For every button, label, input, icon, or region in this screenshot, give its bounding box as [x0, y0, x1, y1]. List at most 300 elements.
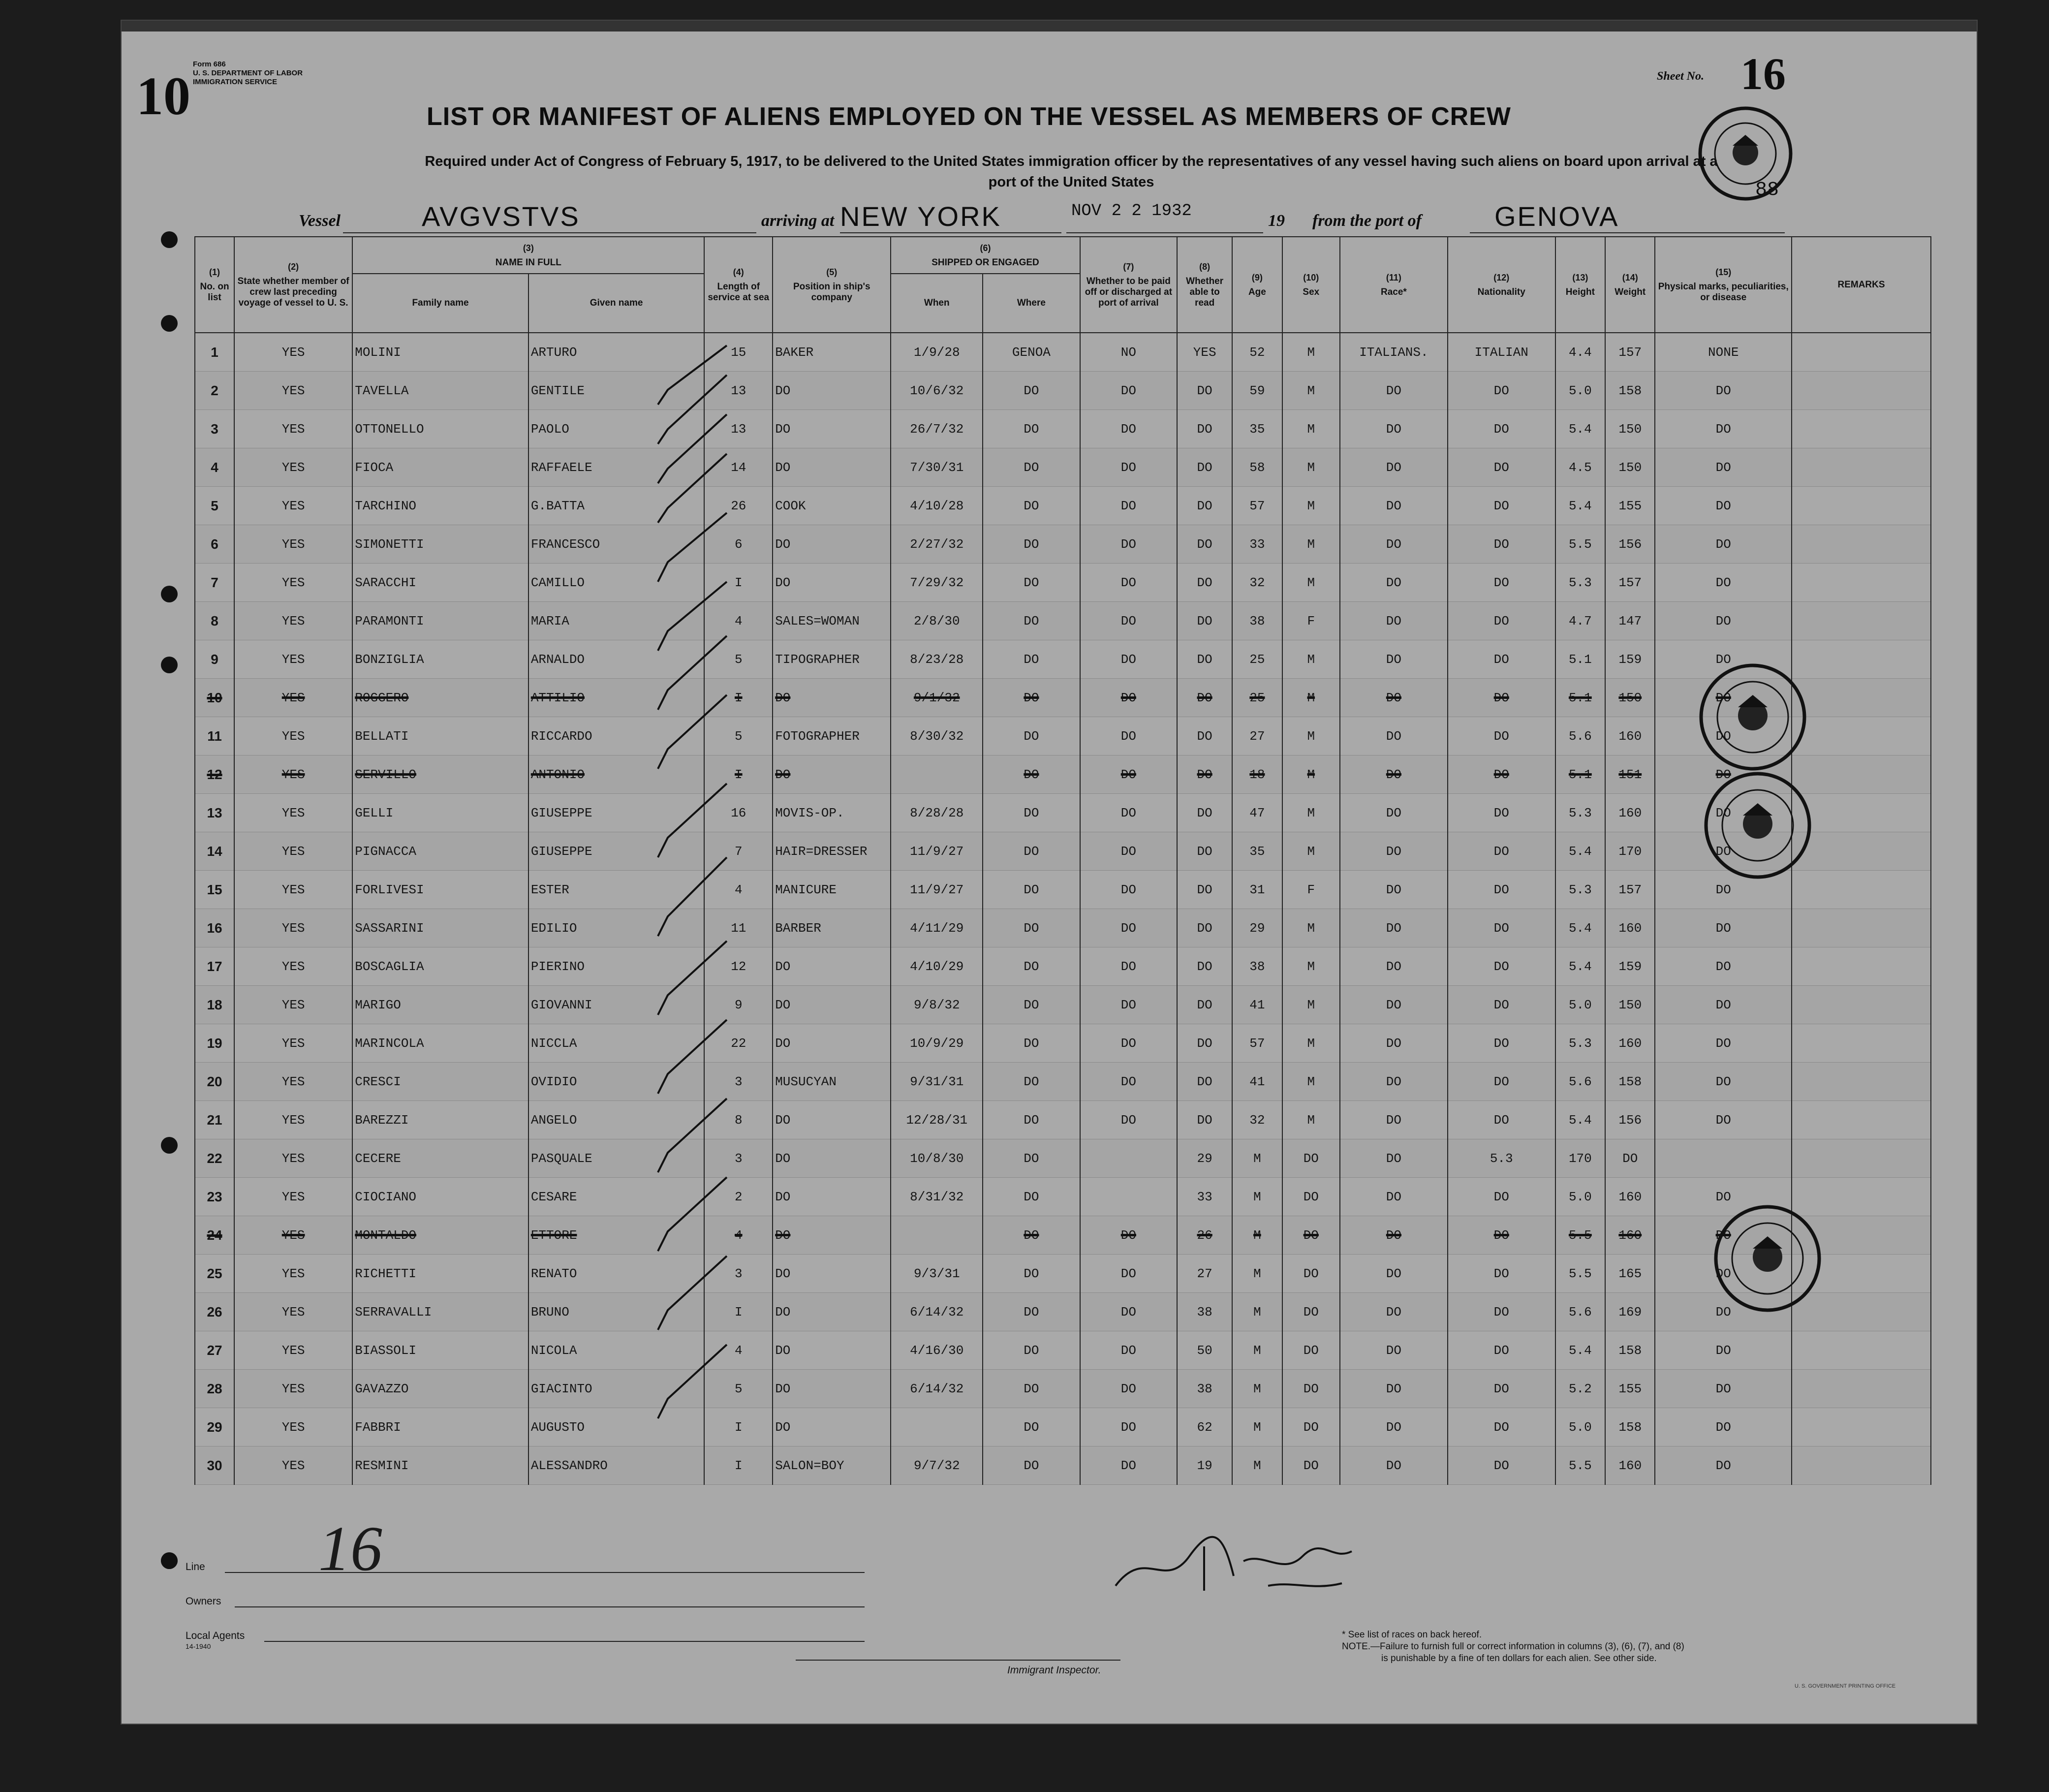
last-voyage-status-cell: YES: [234, 372, 352, 410]
ship-position-cell: DO: [773, 1293, 891, 1331]
weight-cell: 157: [1605, 871, 1655, 909]
family-name-cell: CIOCIANO: [352, 1178, 528, 1216]
last-voyage-status-cell: YES: [234, 333, 352, 372]
physical-marks-cell: DO: [1655, 525, 1792, 564]
race-cell: DO: [1340, 448, 1448, 487]
sex-cell: F: [1282, 871, 1340, 909]
race-cell: DO: [1340, 602, 1448, 640]
nationality-cell: DO: [1448, 1101, 1555, 1139]
row-number-cell: 26: [195, 1293, 234, 1331]
family-name-cell: BAREZZI: [352, 1101, 528, 1139]
manifest-sheet: [121, 20, 1978, 1725]
nationality-cell: DO: [1448, 1331, 1555, 1370]
paid-off-status-cell: DO: [1080, 1216, 1177, 1255]
sex-cell: DO: [1282, 1139, 1340, 1178]
row-number-cell: 29: [195, 1408, 234, 1446]
row-number-cell: 24: [195, 1216, 234, 1255]
given-name-cell: G.BATTA: [528, 487, 705, 525]
paid-off-status-cell: DO: [1080, 717, 1177, 755]
height-cell: 5.4: [1555, 1101, 1605, 1139]
sex-cell: M: [1282, 564, 1340, 602]
engaged-date-cell: 11/9/27: [891, 832, 983, 871]
sex-cell: DO: [1282, 1370, 1340, 1408]
last-voyage-status-cell: YES: [234, 1101, 352, 1139]
paid-off-status-cell: [1080, 1178, 1177, 1216]
nationality-cell: DO: [1448, 717, 1555, 755]
last-voyage-status-cell: YES: [234, 717, 352, 755]
engaged-place-cell: DO: [983, 909, 1080, 947]
col-read-header: Whether able to read: [1186, 276, 1224, 308]
engaged-date-cell: 4/10/28: [891, 487, 983, 525]
given-name-cell: PASQUALE: [528, 1139, 705, 1178]
able-to-read-cell: YES: [1177, 333, 1232, 372]
engaged-date-cell: 9/3/31: [891, 1255, 983, 1293]
weight-cell: 150: [1605, 986, 1655, 1024]
last-voyage-status-cell: YES: [234, 1446, 352, 1485]
ship-position-cell: DO: [773, 1101, 891, 1139]
engaged-date-cell: 9/1/32: [891, 679, 983, 717]
race-cell: ITALIANS.: [1340, 333, 1448, 372]
table-row: [195, 602, 1931, 640]
weight-cell: 150: [1605, 410, 1655, 448]
height-cell: 5.4: [1555, 909, 1605, 947]
paid-off-status-cell: DO: [1080, 1101, 1177, 1139]
weight-cell: 155: [1605, 1370, 1655, 1408]
given-name-cell: PAOLO: [528, 410, 705, 448]
age-cell: 25: [1232, 640, 1282, 679]
table-row: [195, 1024, 1931, 1063]
ship-position-cell: MUSUCYAN: [773, 1063, 891, 1101]
remarks-cell: [1792, 986, 1931, 1024]
service-length-cell: 14: [704, 448, 773, 487]
age-cell: M: [1232, 1331, 1282, 1370]
ship-position-cell: BAKER: [773, 333, 891, 372]
ship-position-cell: DO: [773, 1408, 891, 1446]
row-number-cell: 3: [195, 410, 234, 448]
row-number-cell: 12: [195, 755, 234, 794]
remarks-cell: [1792, 602, 1931, 640]
table-row: [195, 986, 1931, 1024]
col-when-header: When: [891, 274, 983, 333]
weight-cell: 158: [1605, 1331, 1655, 1370]
given-name-cell: CAMILLO: [528, 564, 705, 602]
given-name-cell: RENATO: [528, 1255, 705, 1293]
sex-cell: F: [1282, 602, 1340, 640]
nationality-cell: DO: [1448, 410, 1555, 448]
age-cell: 27: [1232, 717, 1282, 755]
row-number-cell: 8: [195, 602, 234, 640]
race-cell: DO: [1340, 1293, 1448, 1331]
weight-cell: 150: [1605, 679, 1655, 717]
sex-cell: M: [1282, 794, 1340, 832]
col-no-header: No. on list: [200, 281, 229, 303]
family-name-cell: SASSARINI: [352, 909, 528, 947]
engaged-date-cell: 9/8/32: [891, 986, 983, 1024]
age-cell: M: [1232, 1178, 1282, 1216]
ship-position-cell: DO: [773, 1139, 891, 1178]
row-number-cell: 17: [195, 947, 234, 986]
family-name-cell: SERVILLO: [352, 755, 528, 794]
engaged-place-cell: DO: [983, 1139, 1080, 1178]
given-name-cell: CESARE: [528, 1178, 705, 1216]
engaged-place-cell: DO: [983, 717, 1080, 755]
given-name-cell: ATTILIO: [528, 679, 705, 717]
physical-marks-cell: DO: [1655, 564, 1792, 602]
service-length-cell: I: [704, 755, 773, 794]
physical-marks-cell: DO: [1655, 1216, 1792, 1255]
engaged-date-cell: 10/9/29: [891, 1024, 983, 1063]
race-cell: DO: [1340, 1446, 1448, 1485]
ship-position-cell: DO: [773, 410, 891, 448]
punch-hole: [161, 1137, 178, 1154]
ship-position-cell: COOK: [773, 487, 891, 525]
top-edge: [122, 21, 1977, 31]
age-cell: M: [1232, 1255, 1282, 1293]
ship-position-cell: HAIR=DRESSER: [773, 832, 891, 871]
row-number-cell: 19: [195, 1024, 234, 1063]
physical-marks-cell: DO: [1655, 871, 1792, 909]
line-label: Line: [186, 1561, 205, 1572]
table-row: [195, 1139, 1931, 1178]
age-cell: M: [1232, 1216, 1282, 1255]
height-cell: 5.1: [1555, 679, 1605, 717]
race-cell: DO: [1340, 640, 1448, 679]
race-cell: DO: [1340, 525, 1448, 564]
ship-position-cell: BARBER: [773, 909, 891, 947]
col-sex-header: Sex: [1303, 286, 1320, 297]
age-cell: M: [1232, 1293, 1282, 1331]
given-name-cell: GIUSEPPE: [528, 794, 705, 832]
given-name-cell: FRANCESCO: [528, 525, 705, 564]
table-row: [195, 525, 1931, 564]
able-to-read-cell: DO: [1177, 679, 1232, 717]
sex-cell: DO: [1282, 1408, 1340, 1446]
age-cell: M: [1232, 1139, 1282, 1178]
handwritten-line-number: 16: [318, 1513, 382, 1584]
sex-cell: DO: [1282, 1216, 1340, 1255]
engaged-place-cell: DO: [983, 679, 1080, 717]
engaged-place-cell: DO: [983, 487, 1080, 525]
engaged-date-cell: 7/29/32: [891, 564, 983, 602]
engaged-place-cell: DO: [983, 986, 1080, 1024]
engaged-place-cell: DO: [983, 640, 1080, 679]
remarks-cell: [1792, 1331, 1931, 1370]
nationality-cell: 5.3: [1448, 1139, 1555, 1178]
able-to-read-cell: DO: [1177, 717, 1232, 755]
height-cell: 5.3: [1555, 794, 1605, 832]
given-name-cell: GIACINTO: [528, 1370, 705, 1408]
family-name-cell: TARCHINO: [352, 487, 528, 525]
remarks-cell: [1792, 372, 1931, 410]
service-length-cell: 15: [704, 333, 773, 372]
race-cell: DO: [1340, 1331, 1448, 1370]
penalty-note-1: NOTE.—Failure to furnish full or correct information in columns (3), (6), (7), and (8): [1342, 1641, 1684, 1652]
service-length-cell: 4: [704, 871, 773, 909]
col-nationality-header: Nationality: [1477, 286, 1525, 297]
engaged-date-cell: 11/9/27: [891, 871, 983, 909]
departure-port: GENOVA: [1494, 201, 1619, 232]
physical-marks-cell: DO: [1655, 909, 1792, 947]
last-voyage-status-cell: YES: [234, 564, 352, 602]
race-cell: DO: [1340, 871, 1448, 909]
nationality-cell: DO: [1448, 871, 1555, 909]
engaged-date-cell: 7/30/31: [891, 448, 983, 487]
paid-off-status-cell: DO: [1080, 871, 1177, 909]
height-cell: 5.4: [1555, 832, 1605, 871]
height-cell: 5.5: [1555, 1446, 1605, 1485]
table-row: [195, 372, 1931, 410]
height-cell: 5.3: [1555, 564, 1605, 602]
age-cell: M: [1232, 1370, 1282, 1408]
paid-off-status-cell: NO: [1080, 333, 1177, 372]
paid-off-status-cell: DO: [1080, 679, 1177, 717]
table-row: [195, 755, 1931, 794]
nationality-cell: DO: [1448, 1446, 1555, 1485]
able-to-read-cell: DO: [1177, 564, 1232, 602]
engaged-date-cell: 2/27/32: [891, 525, 983, 564]
age-cell: 52: [1232, 333, 1282, 372]
last-voyage-status-cell: YES: [234, 1139, 352, 1178]
race-cell: DO: [1340, 1370, 1448, 1408]
consulate-stamp: [1711, 1202, 1824, 1315]
ship-position-cell: DO: [773, 947, 891, 986]
paid-off-status-cell: DO: [1080, 525, 1177, 564]
consulate-stamp: [1696, 660, 1809, 774]
row-number-cell: 1: [195, 333, 234, 372]
row-number-cell: 10: [195, 679, 234, 717]
col-state-header: State whether member of crew last preceding voyage of vessel to U. S.: [237, 276, 349, 308]
sex-cell: M: [1282, 717, 1340, 755]
service-length-cell: I: [704, 564, 773, 602]
engaged-place-cell: DO: [983, 564, 1080, 602]
race-cell: DO: [1340, 832, 1448, 871]
able-to-read-cell: DO: [1177, 1024, 1232, 1063]
row-number-cell: 18: [195, 986, 234, 1024]
physical-marks-cell: DO: [1655, 986, 1792, 1024]
table-row: [195, 679, 1931, 717]
able-to-read-cell: DO: [1177, 947, 1232, 986]
family-name-cell: GAVAZZO: [352, 1370, 528, 1408]
nationality-cell: DO: [1448, 602, 1555, 640]
nationality-cell: DO: [1448, 986, 1555, 1024]
engaged-place-cell: DO: [983, 871, 1080, 909]
nationality-cell: DO: [1448, 1293, 1555, 1331]
ship-position-cell: TIPOGRAPHER: [773, 640, 891, 679]
row-number-cell: 6: [195, 525, 234, 564]
physical-marks-cell: DO: [1655, 1101, 1792, 1139]
family-name-cell: BELLATI: [352, 717, 528, 755]
able-to-read-cell: 29: [1177, 1139, 1232, 1178]
weight-cell: 160: [1605, 717, 1655, 755]
family-name-cell: FORLIVESI: [352, 871, 528, 909]
physical-marks-cell: DO: [1655, 1024, 1792, 1063]
given-name-cell: PIERINO: [528, 947, 705, 986]
col-race-header: Race*: [1381, 286, 1407, 297]
table-row: [195, 1446, 1931, 1485]
given-name-cell: AUGUSTO: [528, 1408, 705, 1446]
nationality-cell: DO: [1448, 1216, 1555, 1255]
nationality-cell: DO: [1448, 1370, 1555, 1408]
engaged-date-cell: 26/7/32: [891, 410, 983, 448]
stamp-number: 10: [136, 66, 190, 126]
height-cell: 4.4: [1555, 333, 1605, 372]
race-cell: DO: [1340, 755, 1448, 794]
able-to-read-cell: DO: [1177, 602, 1232, 640]
height-cell: 5.4: [1555, 1331, 1605, 1370]
engaged-place-cell: DO: [983, 1370, 1080, 1408]
weight-cell: 165: [1605, 1255, 1655, 1293]
service-length-cell: 11: [704, 909, 773, 947]
age-cell: 38: [1232, 602, 1282, 640]
service-length-cell: 4: [704, 1331, 773, 1370]
service-length-cell: 9: [704, 986, 773, 1024]
row-number-cell: 5: [195, 487, 234, 525]
engaged-date-cell: [891, 1216, 983, 1255]
age-cell: 35: [1232, 410, 1282, 448]
engaged-date-cell: [891, 1408, 983, 1446]
service-length-cell: 3: [704, 1139, 773, 1178]
physical-marks-cell: DO: [1655, 1331, 1792, 1370]
height-cell: 5.6: [1555, 1063, 1605, 1101]
height-cell: 5.0: [1555, 1178, 1605, 1216]
col-marks-header: Physical marks, peculiarities, or disease: [1658, 281, 1789, 303]
race-cell: DO: [1340, 410, 1448, 448]
table-row: [195, 947, 1931, 986]
engaged-date-cell: 1/9/28: [891, 333, 983, 372]
engaged-date-cell: 8/31/32: [891, 1178, 983, 1216]
remarks-cell: [1792, 1063, 1931, 1101]
ship-position-cell: SALES=WOMAN: [773, 602, 891, 640]
paid-off-status-cell: DO: [1080, 487, 1177, 525]
ship-position-cell: DO: [773, 986, 891, 1024]
race-cell: DO: [1340, 372, 1448, 410]
race-cell: DO: [1340, 1024, 1448, 1063]
physical-marks-cell: DO: [1655, 1255, 1792, 1293]
engaged-place-cell: DO: [983, 1024, 1080, 1063]
engaged-place-cell: DO: [983, 602, 1080, 640]
race-cell: DO: [1340, 1408, 1448, 1446]
service-length-cell: I: [704, 1293, 773, 1331]
weight-cell: 157: [1605, 333, 1655, 372]
weight-cell: 150: [1605, 448, 1655, 487]
last-voyage-status-cell: YES: [234, 986, 352, 1024]
nationality-cell: DO: [1448, 755, 1555, 794]
sex-cell: M: [1282, 832, 1340, 871]
height-cell: 4.5: [1555, 448, 1605, 487]
family-name-cell: SARACCHI: [352, 564, 528, 602]
able-to-read-cell: DO: [1177, 410, 1232, 448]
able-to-read-cell: 26: [1177, 1216, 1232, 1255]
remarks-cell: [1792, 410, 1931, 448]
family-name-cell: SIMONETTI: [352, 525, 528, 564]
height-cell: 5.4: [1555, 410, 1605, 448]
age-cell: 35: [1232, 832, 1282, 871]
age-cell: 38: [1232, 947, 1282, 986]
weight-cell: 156: [1605, 525, 1655, 564]
height-cell: 5.3: [1555, 1024, 1605, 1063]
service-length-cell: I: [704, 679, 773, 717]
paid-off-status-cell: DO: [1080, 986, 1177, 1024]
engaged-date-cell: 4/11/29: [891, 909, 983, 947]
race-cell: DO: [1340, 564, 1448, 602]
paid-off-status-cell: DO: [1080, 1255, 1177, 1293]
owners-label: Owners: [186, 1596, 221, 1607]
table-row: [195, 1101, 1931, 1139]
height-cell: 5.6: [1555, 1293, 1605, 1331]
nationality-cell: DO: [1448, 487, 1555, 525]
paid-off-status-cell: DO: [1080, 1024, 1177, 1063]
given-name-cell: ANGELO: [528, 1101, 705, 1139]
agents-form-number: 14-1940: [186, 1642, 211, 1650]
table-row: [195, 909, 1931, 947]
col-height-header: Height: [1565, 286, 1595, 297]
sheet-no: 16: [1740, 49, 1786, 99]
sex-cell: M: [1282, 640, 1340, 679]
able-to-read-cell: DO: [1177, 794, 1232, 832]
able-to-read-cell: 62: [1177, 1408, 1232, 1446]
height-cell: 5.6: [1555, 717, 1605, 755]
weight-cell: 159: [1605, 947, 1655, 986]
row-number-cell: 21: [195, 1101, 234, 1139]
given-name-cell: ARTURO: [528, 333, 705, 372]
weight-cell: 160: [1605, 909, 1655, 947]
crew-table: (1) No. on list (2) State whether member of crew last preceding voyage of vessel to U. S. (3) NAME IN FULL (4) Length of service at sea (5) Position in ship's company (6) SHIPPED OR ENGAGED (7) Whether to be paid off or discharged at port of arrival (8) Whether able to read (9) Age (10) Sex (11) Race* (12) Nationality (13) Height (14) Weight (15) Physical marks, peculiarities, or disease REMARKS Family name Given name When Where 1 YES MOLINI ARTURO 15 BAKER 1/9/28 GENOA NO YES 52 M ITALIANS. ITALIAN 4.4 157 NONE 2 YES TAVELLA GENTILE 13 DO 10/6/32 DO DO DO 59 M DO DO 5.0 158 DO 3 YES OTTONELLO PAOLO 13 DO 26/7/32 DO DO DO 35 M DO DO 5.4 150 DO 4 YES FIOCA RAFFAELE 14 DO 7/30/31 DO DO DO 58 M DO DO 4.5 150 DO 5 YES TARCHINO G.BATTA 26 COOK 4/10/28 DO DO DO 57 M DO DO 5.4 155 DO 6 YES SIMONETTI FRANCESCO 6 DO 2/27/32 DO DO DO 33 M DO DO 5.5 156 DO 7 YES SARACCHI CAMILLO I DO 7/29/32 DO DO DO 32 M DO DO 5.3 157 DO 8 YES PARAMONTI MARIA 4 SALES=WOMAN 2/8/30 DO DO DO 38 F DO DO 4.7 147 DO 9 YES BONZIGLIA ARNALDO 5 TIPOGRAPHER 8/23/28 DO DO DO 25 M DO DO 5.1 159 DO 10 YES ROGGERO ATTILIO I DO 9/1/32 DO DO DO 25 M DO DO 5.1 150 DO 11 YES BELLATI RICCARDO 5 FOTOGRAPHER 8/30/32 DO DO DO 27 M DO DO 5.6 160 DO 12 YES SERVILLO ANTONIO I DO DO DO DO 18 M DO DO 5.1 151 DO 13 YES GELLI GIUSEPPE 16 MOVIS-OP. 8/28/28 DO DO DO 47 M DO DO 5.3 160 DO 14 YES PIGNACCA GIUSEPPE 7 HAIR=DRESSER 11/9/27 DO DO DO 35 M DO DO 5.4 170 DO 15 YES FORLIVESI ESTER 4 MANICURE 11/9/27 DO DO DO 31 F DO DO 5.3 157 DO 16 YES SASSARINI EDILIO 11 BARBER 4/11/29 DO DO DO 29 M DO DO 5.4 160 DO 17 YES BOSCAGLIA PIERINO 12 DO 4/10/29 DO DO DO 38 M DO DO 5.4 159 DO 18 YES MARIGO GIOVANNI 9 DO 9/8/32 DO DO DO 41 M DO DO 5.0 150 DO 19 YES MARINCOLA NICCLA 22 DO 10/9/29 DO DO DO 57 M DO DO 5.3 160 DO 20 YES CRESCI OVIDIO 3 MUSUCYAN 9/31/31 DO DO DO 41 M DO DO 5.6 158 DO 21 YES BAREZZI ANGELO 8 DO 12/28/31 DO DO DO 32 M DO DO 5.4 156 DO 22 YES CECERE PASQUALE 3 DO 10/8/30 DO 29 M DO DO 5.3 170 DO 23 YES CIOCIANO CESARE 2 DO 8/31/32 DO 33 M DO DO DO 5.0 160 DO 24 YES MONTALDO ETTORE 4 DO DO DO 26 M DO DO DO 5.5 160 DO 25 YES RICHETTI RENATO 3 DO 9/3/31 DO DO 27 M DO DO DO 5.5 165 DO 26 YES SERRAVALLI BRUNO I DO 6/14/32 DO DO 38 M DO DO DO 5.6 169 DO 27 YES BIASSOLI NICOLA 4 DO 4/16/30 DO DO 50 M DO DO DO 5.4 158 DO 28 YES GAVAZZO GIACINTO 5 DO 6/14/32 DO DO 38 M DO DO DO 5.2 155 DO 29 YES FABBRI AUGUSTO I DO DO DO 62 M DO DO DO 5.0 158 DO 30 YES RESMINI ALESSANDRO I SALON=BOY 9/7/32 DO DO 19 M DO DO DO 5.5 160 DO: [194, 236, 1931, 1485]
last-voyage-status-cell: YES: [234, 794, 352, 832]
able-to-read-cell: DO: [1177, 640, 1232, 679]
nationality-cell: DO: [1448, 640, 1555, 679]
height-cell: 5.5: [1555, 1255, 1605, 1293]
races-note: * See list of races on back hereof.: [1342, 1630, 1482, 1640]
ship-position-cell: DO: [773, 1178, 891, 1216]
engaged-date-cell: 10/6/32: [891, 372, 983, 410]
weight-cell: 158: [1605, 1408, 1655, 1446]
family-name-cell: GELLI: [352, 794, 528, 832]
engaged-date-cell: 6/14/32: [891, 1293, 983, 1331]
form-label: Form 686: [193, 60, 226, 68]
engaged-place-cell: DO: [983, 1293, 1080, 1331]
family-name-cell: FABBRI: [352, 1408, 528, 1446]
family-name-cell: MONTALDO: [352, 1216, 528, 1255]
physical-marks-cell: DO: [1655, 448, 1792, 487]
engaged-place-cell: DO: [983, 947, 1080, 986]
ship-position-cell: MANICURE: [773, 871, 891, 909]
given-name-cell: ARNALDO: [528, 640, 705, 679]
height-cell: 5.2: [1555, 1370, 1605, 1408]
remarks-cell: [1792, 333, 1931, 372]
table-row: [195, 564, 1931, 602]
race-cell: DO: [1340, 679, 1448, 717]
engaged-place-cell: DO: [983, 1063, 1080, 1101]
height-cell: 5.5: [1555, 1216, 1605, 1255]
engaged-date-cell: 12/28/31: [891, 1101, 983, 1139]
table-row: [195, 1216, 1931, 1255]
remarks-cell: [1792, 564, 1931, 602]
row-number-cell: 13: [195, 794, 234, 832]
ship-position-cell: DO: [773, 1216, 891, 1255]
physical-marks-cell: DO: [1655, 947, 1792, 986]
last-voyage-status-cell: YES: [234, 871, 352, 909]
given-name-cell: GENTILE: [528, 372, 705, 410]
last-voyage-status-cell: YES: [234, 602, 352, 640]
race-cell: DO: [1340, 717, 1448, 755]
remarks-cell: [1792, 1024, 1931, 1063]
given-name-cell: OVIDIO: [528, 1063, 705, 1101]
weight-cell: 155: [1605, 487, 1655, 525]
service-length-cell: 22: [704, 1024, 773, 1063]
table-row: [195, 448, 1931, 487]
nationality-cell: DO: [1448, 1063, 1555, 1101]
remarks-cell: [1792, 1139, 1931, 1178]
